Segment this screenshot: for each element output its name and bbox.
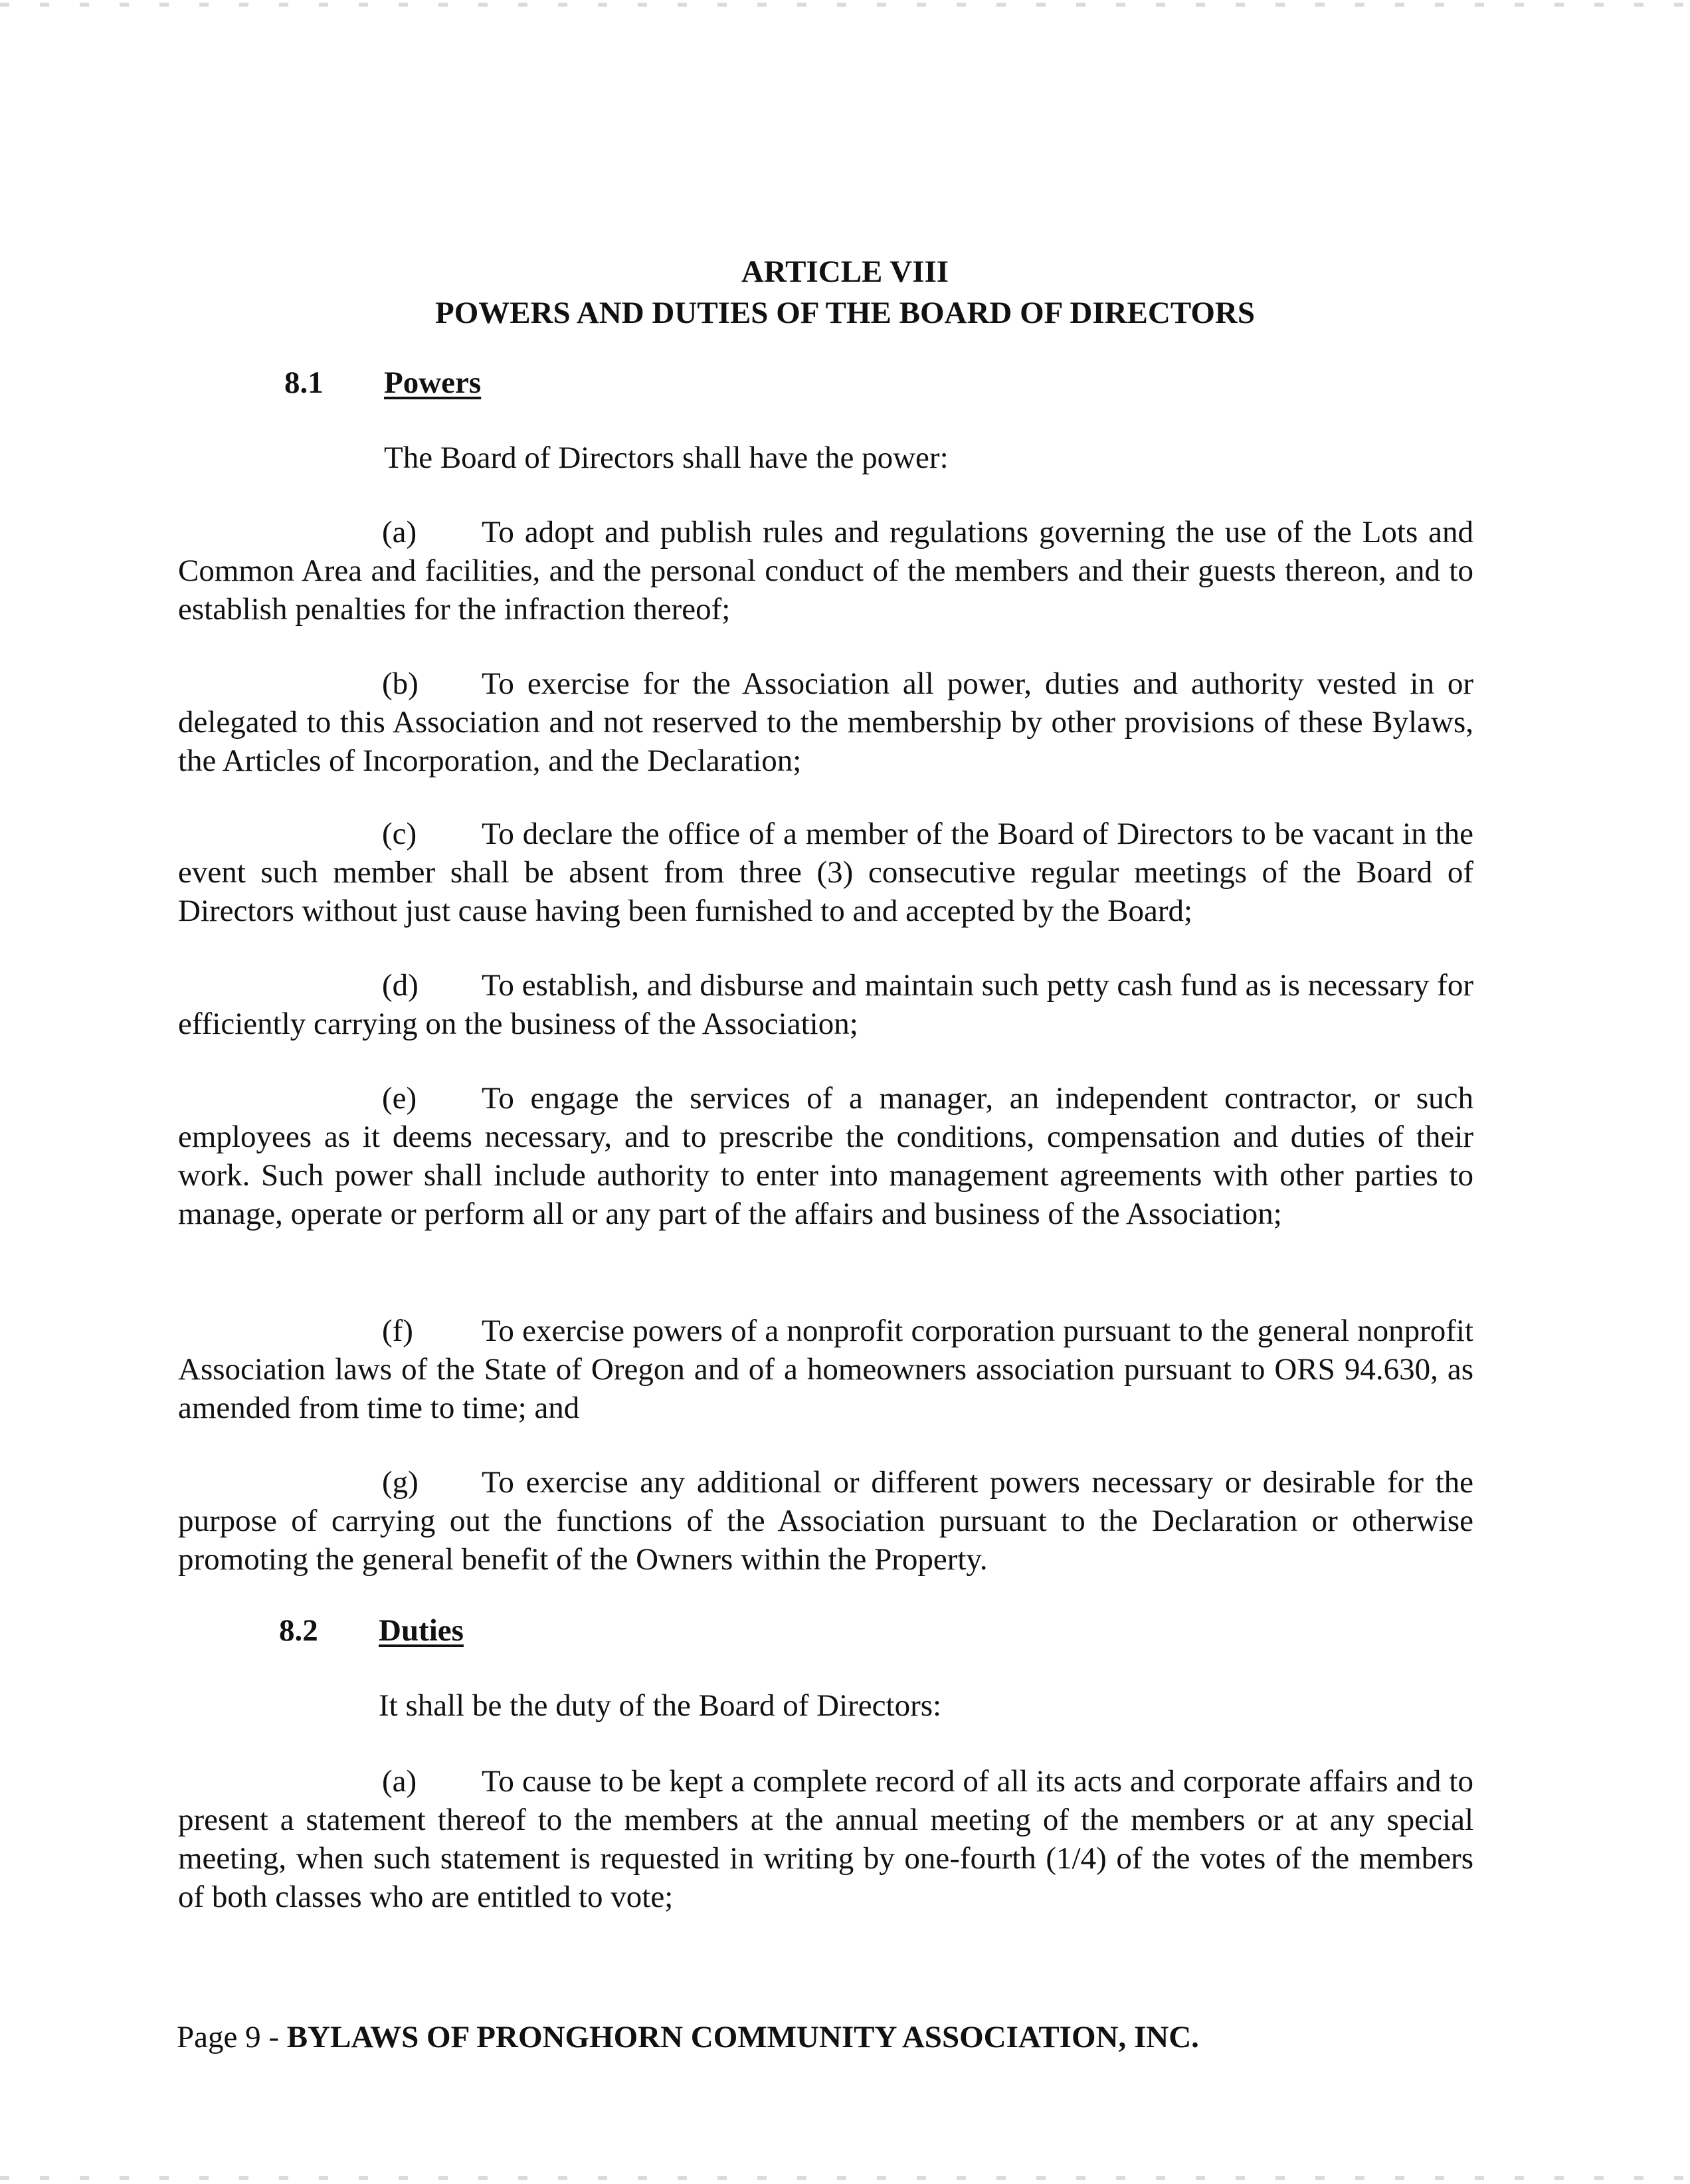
- footer-document-title: BYLAWS OF PRONGHORN COMMUNITY ASSOCIATION, INC.: [286, 2020, 1199, 2054]
- item-label: (f): [382, 1314, 413, 1348]
- item-text: To declare the office of a member of the Board of Directors to be vacant in the event such member shall be absent from three (3) consecutive regular meetings of the Board of Directors without just cause having been furnished to and accepted by the Board;: [178, 817, 1473, 928]
- article-title: POWERS AND DUTIES OF THE BOARD OF DIRECTORS: [435, 296, 1255, 330]
- item-label: (g): [382, 1465, 419, 1500]
- footer-page-number: Page 9 -: [177, 2020, 287, 2054]
- article-number: ARTICLE VIII: [741, 254, 949, 289]
- section-heading-8-1: [284, 363, 481, 403]
- section-name: Duties: [379, 1613, 464, 1648]
- item-label: (a): [382, 515, 417, 549]
- item-text: To exercise powers of a nonprofit corporation pursuant to the general nonprofit Association laws of the State of Oregon and of a homeowners association pursuant to ORS 94.630, as amended from time to time; and: [178, 1314, 1473, 1425]
- item-label: (a): [382, 1764, 417, 1799]
- section-heading-8-2: [279, 1611, 464, 1650]
- paragraph-8-1-a: [178, 513, 1473, 629]
- item-text: To engage the services of a manager, an independent contractor, or such employees as it deems necessary, and to prescribe the conditions, compensation and duties of their work. Such power shall include authority to enter into management agreements with other parties to manage, operate or perform all or any part of the affairs and business of the Association;: [178, 1081, 1473, 1231]
- section-number: 8.1: [284, 365, 324, 400]
- scan-edge-bottom: [0, 2176, 1690, 2180]
- section-number: 8.2: [279, 1613, 318, 1648]
- paragraph-8-1-f: [178, 1312, 1473, 1427]
- item-text: To establish, and disburse and maintain such petty cash fund as is necessary for efficiently carrying on the business of the Association;: [178, 968, 1473, 1041]
- paragraph-8-1-d: [178, 966, 1473, 1043]
- item-text: To exercise any additional or different powers necessary or desirable for the purpose of carrying out the functions of the Association pursuant to the Declaration or otherwise promoting the general benefit of the Owners within the Property.: [178, 1465, 1473, 1577]
- paragraph-8-1-c: [178, 815, 1473, 930]
- item-label: (d): [382, 968, 419, 1003]
- page-footer: [177, 2017, 1199, 2057]
- paragraph-8-1-e: [178, 1079, 1473, 1233]
- paragraph-8-1-g: [178, 1463, 1473, 1579]
- paragraph-8-1-b: [178, 664, 1473, 780]
- section-intro: It shall be the duty of the Board of Directors:: [379, 1688, 942, 1723]
- item-text: To cause to be kept a complete record of all its acts and corporate affairs and to present a statement thereof to the members at the annual meeting of the members or at any special meeting, when such statement is requested in writing by one-fourth (1/4) of the votes of the members of both classes who are entitled to vote;: [178, 1764, 1473, 1914]
- section-intro: The Board of Directors shall have the power:: [384, 441, 949, 475]
- item-text: To adopt and publish rules and regulations governing the use of the Lots and Common Area and facilities, and the personal conduct of the members and their guests thereon, and to establish penalties for the infraction thereof;: [178, 515, 1473, 627]
- item-label: (b): [382, 666, 419, 701]
- item-label: (e): [382, 1081, 417, 1116]
- section-name: Powers: [384, 365, 482, 400]
- item-label: (c): [382, 817, 417, 851]
- item-text: To exercise for the Association all power, duties and authority vested in or delegated to this Association and not reserved to the membership by other provisions of these Bylaws, the Articles of Incorporation, and the Declaration;: [178, 666, 1473, 778]
- paragraph-8-2-a: [178, 1762, 1473, 1916]
- article-heading: [0, 251, 1690, 334]
- scan-edge-top: [0, 3, 1690, 7]
